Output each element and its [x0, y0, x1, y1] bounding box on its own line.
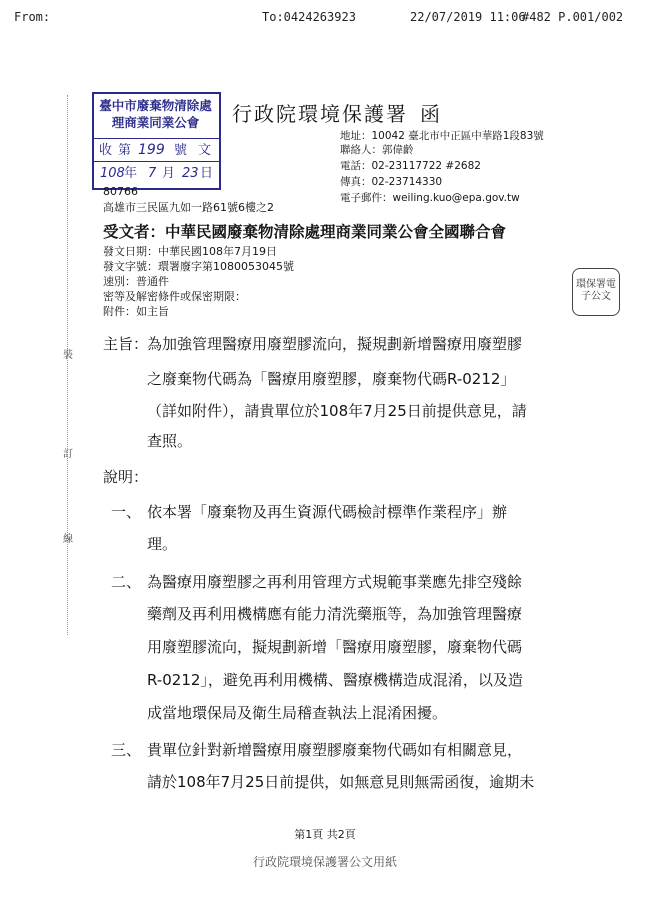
e-document-seal: 環保署電子公文	[572, 268, 620, 316]
item-line: 請於108年7月25日前提供，如無意見則無需函復，逾期未	[147, 773, 535, 791]
stamp-doc-label: 文	[198, 143, 212, 158]
stamp-date-year: 108	[100, 166, 125, 181]
contact-email: 電子郵件：weiling.kuo@epa.gov.tw	[340, 192, 520, 204]
stamp-date-row	[94, 161, 219, 185]
recipient-postal-code: 80766	[103, 185, 138, 198]
binding-mark-2: 訂	[63, 449, 73, 460]
item-line: 為醫療用廢塑膠之再利用管理方式規範事業應先排空殘餘	[147, 573, 523, 591]
item-line: 貴單位針對新增醫療用廢塑膠廢棄物代碼如有相關意見，	[147, 741, 523, 759]
stamp-date-month: 7	[148, 166, 157, 181]
binding-mark-1: 裝	[63, 350, 73, 361]
item-line: 理。	[147, 535, 178, 553]
stamp-date-day: 23	[182, 166, 199, 181]
stamp-number-suffix: 號	[174, 143, 188, 158]
stamp-number-prefix: 第	[118, 143, 132, 158]
fax-from: From:	[14, 10, 51, 24]
item-line: R-0212」，避免再利用機構、醫療機構造成混淆，以及造	[147, 671, 523, 689]
stamp-number-value: 199	[138, 142, 165, 158]
recipient: 受文者：中華民國廢棄物清除處理商業同業公會全國聯合會	[103, 223, 507, 241]
fax-page: #482 P.001/002	[522, 10, 624, 24]
item-number: 三、	[111, 741, 142, 759]
security-level: 密等及解密條件或保密期限：	[103, 290, 246, 303]
stamp-day-label: 日	[200, 166, 214, 181]
contact-person: 聯絡人：郭偉齡	[340, 144, 414, 156]
sender-address: 地址：10042 臺北市中正區中華路1段83號	[340, 130, 544, 142]
subject-line: 為加強管理醫療用廢塑膠流向，擬規劃新增醫療用廢塑膠	[147, 335, 523, 353]
binding-line	[67, 95, 68, 635]
paper-label: 行政院環境保護署公文用紙	[252, 855, 397, 869]
item-line: 用廢塑膠流向，擬規劃新增「醫療用廢塑膠，廢棄物代碼	[147, 638, 523, 656]
fax-datetime: 22/07/2019 11:06	[410, 10, 526, 24]
explanation-label: 說明：	[103, 468, 149, 486]
subject-line: 查照。	[147, 432, 193, 450]
stamp-org-name: 臺中市廢棄物清除處理商業同業公會	[99, 98, 212, 130]
item-line: 成當地環保局及衛生局稽查執法上混淆困擾。	[147, 704, 448, 722]
stamp-receipt-label: 收	[99, 143, 113, 158]
delivery-speed: 速別：普通件	[103, 275, 169, 288]
receipt-stamp	[92, 92, 221, 190]
issue-date: 發文日期：中華民國108年7月19日	[103, 245, 277, 258]
doc-type: 函	[420, 102, 440, 126]
stamp-year-label: 年	[124, 166, 138, 181]
issue-number: 發文字號：環署廢字第1080053045號	[103, 260, 294, 273]
subject-line: （詳如附件），請貴單位於108年7月25日前提供意見，請	[147, 402, 527, 420]
page-info: 第1頁 共2頁	[294, 828, 356, 841]
stamp-number-row	[94, 138, 219, 162]
contact-phone: 電話：02-23117722 #2682	[340, 160, 481, 172]
subject-line: 之廢棄物代碼為「醫療用廢塑膠，廢棄物代碼R-0212」	[147, 370, 516, 388]
contact-fax: 傳真：02-23714330	[340, 176, 443, 188]
attachment: 附件：如主旨	[103, 305, 169, 318]
agency-title: 行政院環境保護署	[232, 102, 408, 126]
item-line: 依本署「廢棄物及再生資源代碼檢討標準作業程序」辦	[147, 503, 508, 521]
stamp-month-label: 月	[162, 166, 176, 181]
item-number: 一、	[111, 503, 142, 521]
binding-mark-3: 線	[63, 534, 73, 545]
recipient-address: 高雄市三民區九如一路61號6樓之2	[103, 201, 274, 214]
item-number: 二、	[111, 573, 142, 591]
item-line: 藥劑及再利用機構應有能力清洗藥瓶等，為加強管理醫療	[147, 605, 523, 623]
fax-to: To:0424263923	[262, 10, 356, 24]
subject-label: 主旨：	[103, 335, 149, 353]
